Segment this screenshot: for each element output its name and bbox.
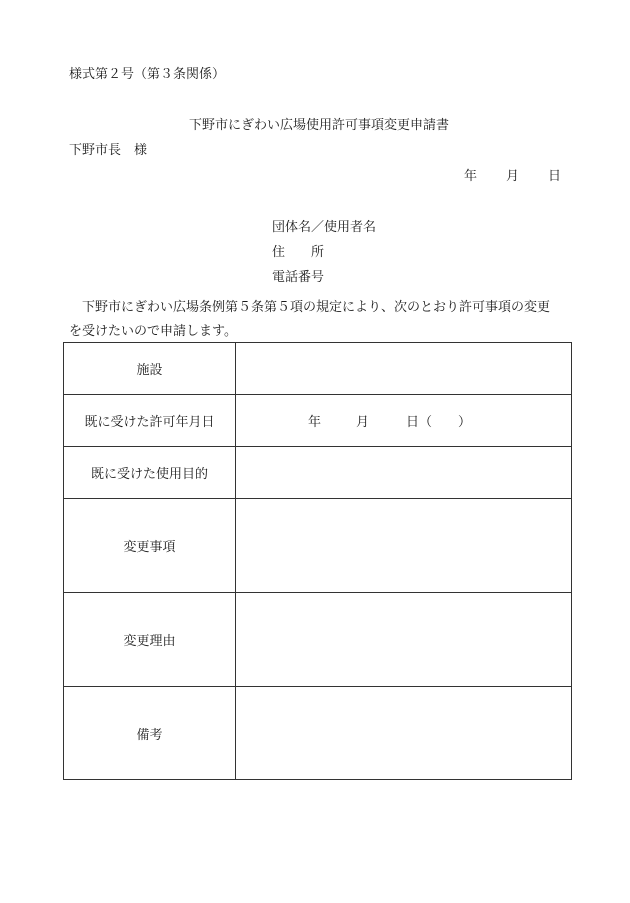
application-form-table [63, 342, 572, 780]
applicant-phone-label: 電話番号 [272, 270, 325, 285]
table-row-facility [64, 343, 572, 395]
permit-date-label: 既に受けた許可年月日 [64, 395, 236, 447]
applicant-address-label: 住 所 [272, 245, 325, 260]
document-title: 下野市にぎわい広場使用許可事項変更申請書 [188, 118, 449, 133]
purpose-field[interactable] [236, 447, 572, 499]
table-row-change-items [64, 499, 572, 593]
change-items-label: 変更事項 [64, 499, 236, 593]
application-date [464, 169, 561, 185]
addressee: 下野市長 様 [69, 143, 148, 158]
permit-day-label: 日（ ） [406, 415, 472, 430]
table-row-purpose [64, 447, 572, 499]
date-year-label: 年 [464, 169, 478, 184]
permit-date-field[interactable] [236, 395, 572, 447]
date-day-label: 日 [548, 169, 562, 184]
facility-label: 施設 [64, 343, 236, 395]
purpose-label: 既に受けた使用目的 [64, 447, 236, 499]
table-row-remarks [64, 687, 572, 780]
applicant-name-label: 団体名／使用者名 [272, 220, 377, 235]
change-reason-field[interactable] [236, 593, 572, 687]
permit-year-label: 年 [308, 415, 322, 430]
application-statement: 下野市にぎわい広場条例第５条第５項の規定により、次のとおり許可事項の変更を受けたいので申請します。 [69, 300, 551, 339]
remarks-label: 備考 [64, 687, 236, 780]
date-month-label: 月 [506, 169, 520, 184]
remarks-field[interactable] [236, 687, 572, 780]
table-row-permit-date [64, 395, 572, 447]
permit-month-label: 月 [356, 415, 370, 430]
form-number: 様式第２号（第３条関係） [69, 67, 226, 82]
table-row-change-reason [64, 593, 572, 687]
change-reason-label: 変更理由 [64, 593, 236, 687]
change-items-field[interactable] [236, 499, 572, 593]
facility-field[interactable] [236, 343, 572, 395]
